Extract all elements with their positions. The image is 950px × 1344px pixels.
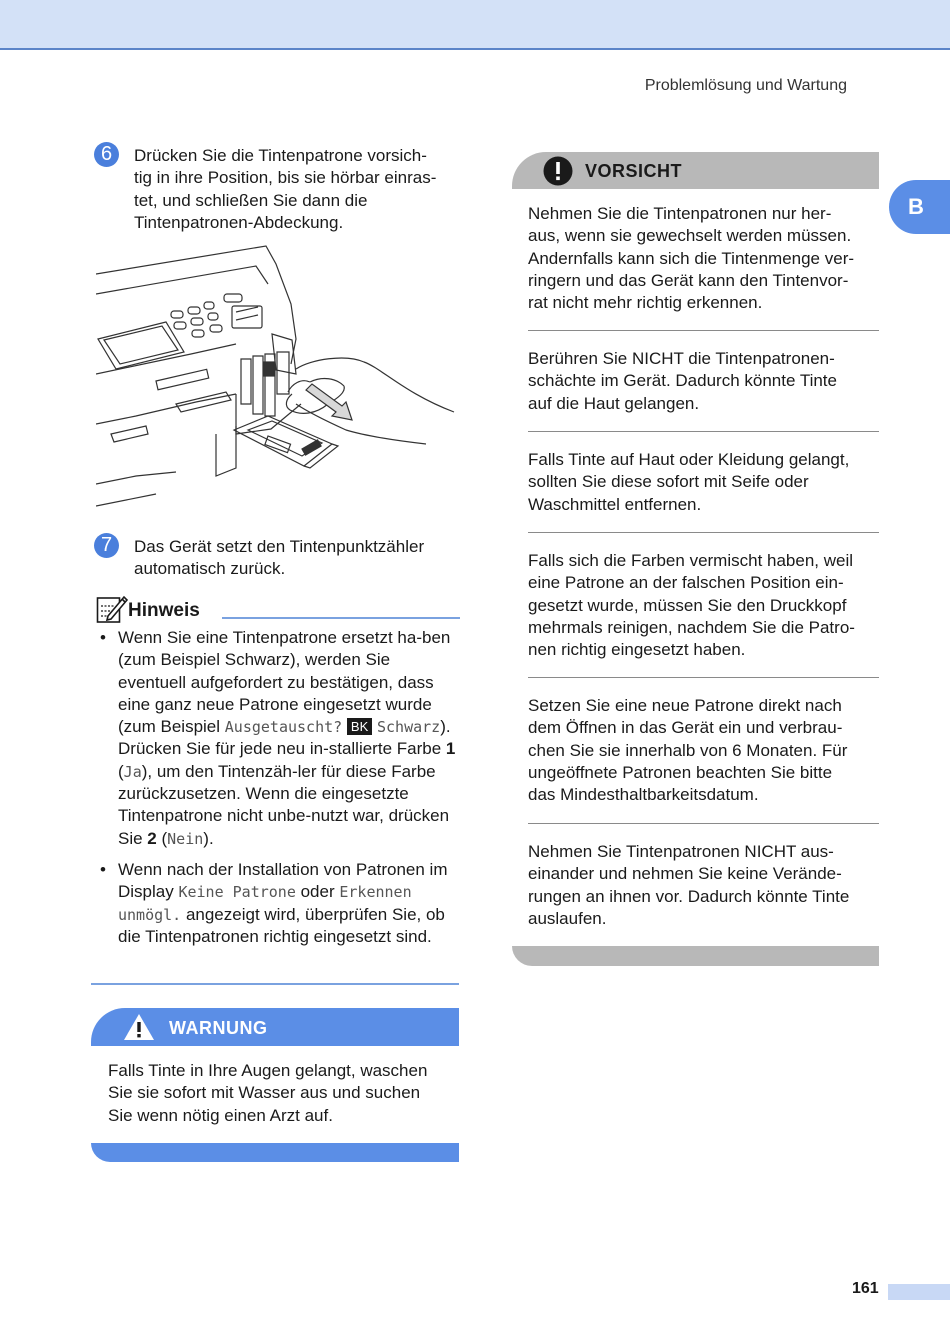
note-bullet bbox=[100, 627, 462, 850]
caution-separator bbox=[528, 532, 879, 533]
warning-footer bbox=[91, 1143, 459, 1162]
lcd-message: Ja bbox=[123, 762, 142, 781]
note-pencil-icon bbox=[96, 594, 128, 624]
step-6-line: Tintenpatronen-Abdeckung. bbox=[134, 212, 344, 232]
caution-line: Falls Tinte auf Haut oder Kleidung gelangt, bbox=[528, 450, 850, 469]
key-label: 2 bbox=[147, 828, 157, 848]
page-number-bar bbox=[888, 1284, 950, 1300]
caution-line: auslaufen. bbox=[528, 908, 607, 928]
printer-cartridge-illustration bbox=[96, 244, 458, 520]
caution-paragraph bbox=[528, 449, 880, 516]
step-6-line: Drücken Sie die Tintenpatrone vorsich- bbox=[134, 146, 427, 165]
caution-line: dem Öffnen in das Gerät ein und verbrau- bbox=[528, 718, 843, 738]
key-label: 1 bbox=[445, 739, 456, 759]
caution-line: schächte im Gerät. Dadurch könnte Tinte bbox=[528, 371, 837, 391]
caution-footer bbox=[512, 946, 879, 966]
caution-title: VORSICHT bbox=[585, 161, 683, 181]
note-text: ). bbox=[203, 828, 214, 848]
caution-line: Berühren Sie NICHT die Tintenpatronen- bbox=[528, 349, 835, 368]
caution-paragraph bbox=[528, 841, 880, 930]
lcd-message: Ausgetauscht? bbox=[224, 718, 343, 737]
lcd-message: Schwarz bbox=[376, 718, 441, 737]
step-6-line: tig in ihre Position, bis sie hörbar einras- bbox=[134, 168, 437, 188]
caution-line: rat nicht mehr richtig erkennen. bbox=[528, 293, 763, 313]
step-6-text bbox=[134, 145, 464, 234]
note-text: oder bbox=[295, 882, 340, 902]
caution-line: rungen an ihnen vor. Dadurch könnte Tinte bbox=[528, 886, 850, 906]
caution-line: Setzen Sie eine neue Patrone direkt nach bbox=[528, 696, 842, 715]
step-6-number: 6 bbox=[94, 142, 119, 167]
black-color-badge: BK bbox=[347, 718, 372, 735]
caution-header bbox=[512, 152, 879, 189]
note-list bbox=[100, 627, 462, 957]
caution-line: das Mindesthaltbarkeitsdatum. bbox=[528, 785, 759, 805]
note-text: ( bbox=[118, 761, 124, 781]
caution-separator bbox=[528, 431, 879, 432]
step-7-number: 7 bbox=[94, 533, 119, 558]
warning-line: Falls Tinte in Ihre Augen gelangt, waschen bbox=[108, 1061, 428, 1080]
warning-title: WARNUNG bbox=[169, 1018, 268, 1038]
caution-line: sollten Sie diese sofort mit Seife oder bbox=[528, 472, 809, 492]
caution-paragraph bbox=[528, 348, 880, 415]
step-6-line: tet, und schließen Sie dann die bbox=[134, 190, 368, 210]
warning-text bbox=[108, 1060, 462, 1127]
warning-line: Sie sie sofort mit Wasser aus und suchen bbox=[108, 1083, 421, 1103]
warning-header bbox=[91, 1008, 459, 1046]
note-title: Hinweis bbox=[128, 600, 200, 621]
caution-line: nen richtig eingesetzt haben. bbox=[528, 640, 746, 660]
caution-separator bbox=[528, 330, 879, 331]
caution-line: aus, wenn sie gewechselt werden müssen. bbox=[528, 226, 852, 246]
running-title: Problemlösung und Wartung bbox=[644, 77, 847, 94]
caution-line: mehrmals reinigen, nachdem Sie die Patro- bbox=[528, 617, 855, 637]
header-band bbox=[0, 0, 950, 50]
note-text: ( bbox=[156, 828, 168, 848]
warning-line: Sie wenn nötig einen Arzt auf. bbox=[108, 1105, 333, 1125]
lcd-message: Keine Patrone bbox=[178, 883, 296, 902]
caution-line: eine Patrone an der falschen Position ein- bbox=[528, 573, 844, 593]
warning-triangle-icon bbox=[123, 1013, 155, 1041]
note-rule bbox=[222, 617, 460, 619]
caution-paragraph bbox=[528, 695, 880, 806]
step-7-line: Das Gerät setzt den Tintenpunktzähler bbox=[134, 537, 425, 556]
step-7-text bbox=[134, 536, 464, 581]
caution-line: Andernfalls kann sich die Tintenmenge ver- bbox=[528, 248, 855, 268]
note-text: Wenn nach der Installation von Patronen im Display bbox=[118, 859, 448, 902]
note-text: ). Drücken Sie für jede neu in-stallierte Farbe bbox=[118, 717, 451, 759]
caution-exclamation-icon bbox=[543, 156, 573, 186]
caution-line: Waschmittel entfernen. bbox=[528, 494, 702, 514]
lcd-message: Nein bbox=[167, 829, 204, 848]
note-text: angezeigt wird, überprüfen Sie, ob die Tintenpatronen richtig eingesetzt sind. bbox=[118, 904, 445, 946]
note-bottom-rule bbox=[91, 983, 459, 985]
caution-line: ringern und das Gerät kann den Tintenvor- bbox=[528, 270, 849, 290]
page-number: 161 bbox=[852, 1280, 879, 1297]
caution-line: auf die Haut gelangen. bbox=[528, 393, 700, 413]
caution-line: einander und nehmen Sie keine Verände- bbox=[528, 864, 842, 884]
caution-paragraph bbox=[528, 203, 880, 314]
caution-separator bbox=[528, 823, 879, 824]
caution-line: chen Sie sie innerhalb von 6 Monaten. Für bbox=[528, 740, 848, 760]
note-bullet bbox=[100, 859, 462, 948]
caution-line: ungeöffnete Patronen beachten Sie bitte bbox=[528, 762, 833, 782]
chapter-tab[interactable]: B bbox=[889, 180, 950, 234]
caution-line: Nehmen Sie die Tintenpatronen nur her- bbox=[528, 204, 832, 223]
caution-line: Nehmen Sie Tintenpatronen NICHT aus- bbox=[528, 842, 834, 861]
caution-paragraph bbox=[528, 550, 880, 661]
step-7-line: automatisch zurück. bbox=[134, 559, 286, 579]
note-text: ), um den Tintenzäh-ler für diese Farbe zurückzusetzen. Wenn die eingesetzte Tintenpatrone nicht unbe-nutzt war, drücken Sie bbox=[118, 761, 450, 848]
note-header bbox=[96, 594, 460, 624]
caution-line: gesetzt wurde, müssen Sie den Druckkopf bbox=[528, 595, 847, 615]
lcd-message: Erkennen unmögl. bbox=[118, 883, 412, 924]
caution-separator bbox=[528, 677, 879, 678]
caution-line: Falls sich die Farben vermischt haben, weil bbox=[528, 551, 854, 570]
note-text: Wenn Sie eine Tintenpatrone ersetzt ha-ben (zum Beispiel Schwarz), werden Sie eventuell aufgefordert zu bestätigen, dass eine ganz neue Patrone eingesetzt wurde (zum Beispiel bbox=[118, 628, 451, 737]
